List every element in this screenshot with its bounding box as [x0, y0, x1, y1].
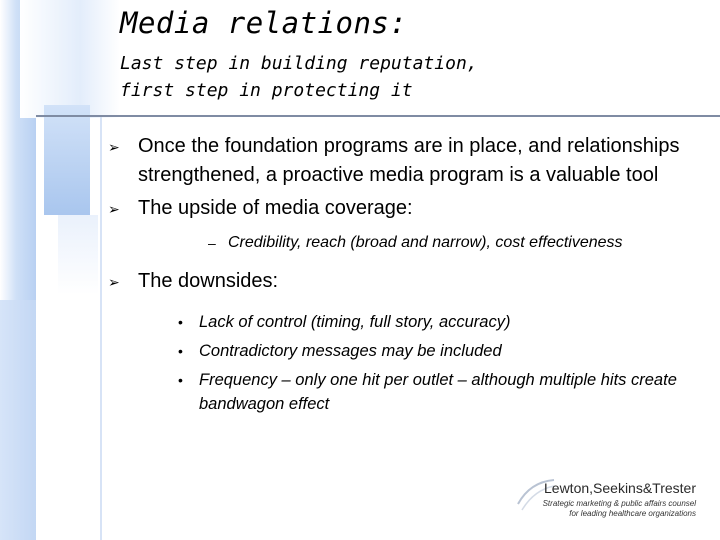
arrow-bullet-icon: ➢ — [108, 201, 120, 217]
slide-title: Media relations: — [120, 6, 408, 40]
sub-bullet-list — [138, 233, 708, 253]
dot-bullet-icon: • — [178, 343, 183, 359]
bullet-list — [108, 132, 708, 430]
sub-bullet-text: Credibility, reach (broad and narrow), cost effectiveness — [228, 234, 623, 251]
sub-bullet-item — [138, 368, 708, 416]
sub-bullet-text: Lack of control (timing, full story, accuracy) — [199, 313, 511, 331]
subtitle-line: first step in protecting it — [120, 80, 413, 101]
bullet-item — [108, 132, 708, 190]
bullet-text: The upside of media coverage: — [138, 197, 413, 219]
dot-bullet-icon: • — [178, 314, 183, 330]
dash-bullet-icon: – — [208, 235, 216, 251]
arrow-bullet-icon: ➢ — [108, 139, 120, 155]
dot-bullet-icon: • — [178, 372, 183, 388]
bullet-item — [108, 194, 708, 253]
sub-bullet-item — [138, 339, 708, 363]
subtitle-line: Last step in building reputation, — [120, 53, 478, 74]
logo-name: Lewton,Seekins&Trester — [544, 480, 696, 496]
decorative-blue-block — [44, 105, 90, 215]
sub-bullet-text: Frequency – only one hit per outlet – although multiple hits create bandwagon effect — [199, 371, 677, 413]
logo-tagline-line: for leading healthcare organizations — [569, 509, 696, 518]
arrow-bullet-icon: ➢ — [108, 274, 120, 290]
company-logo — [528, 470, 696, 520]
bullet-text: The downsides: — [138, 270, 279, 292]
sub-bullet-text: Contradictory messages may be included — [199, 342, 502, 360]
decorative-top-panel — [20, 0, 120, 118]
sub-bullet-item — [138, 310, 708, 334]
slide-subtitle — [120, 50, 478, 104]
logo-tagline-line: Strategic marketing & public affairs counsel — [542, 499, 696, 508]
decorative-lower-panel — [0, 300, 36, 540]
bullet-text: Once the foundation programs are in place, and relationships strengthened, a proactive media program is a valuable tool — [138, 135, 680, 186]
logo-tagline — [543, 499, 696, 519]
decorative-vertical-line — [100, 115, 102, 540]
title-divider — [36, 115, 720, 117]
bullet-item — [108, 267, 708, 416]
sub-bullet-item — [138, 233, 708, 253]
sub-bullet-list — [138, 310, 708, 416]
decorative-fade-block — [58, 215, 98, 295]
